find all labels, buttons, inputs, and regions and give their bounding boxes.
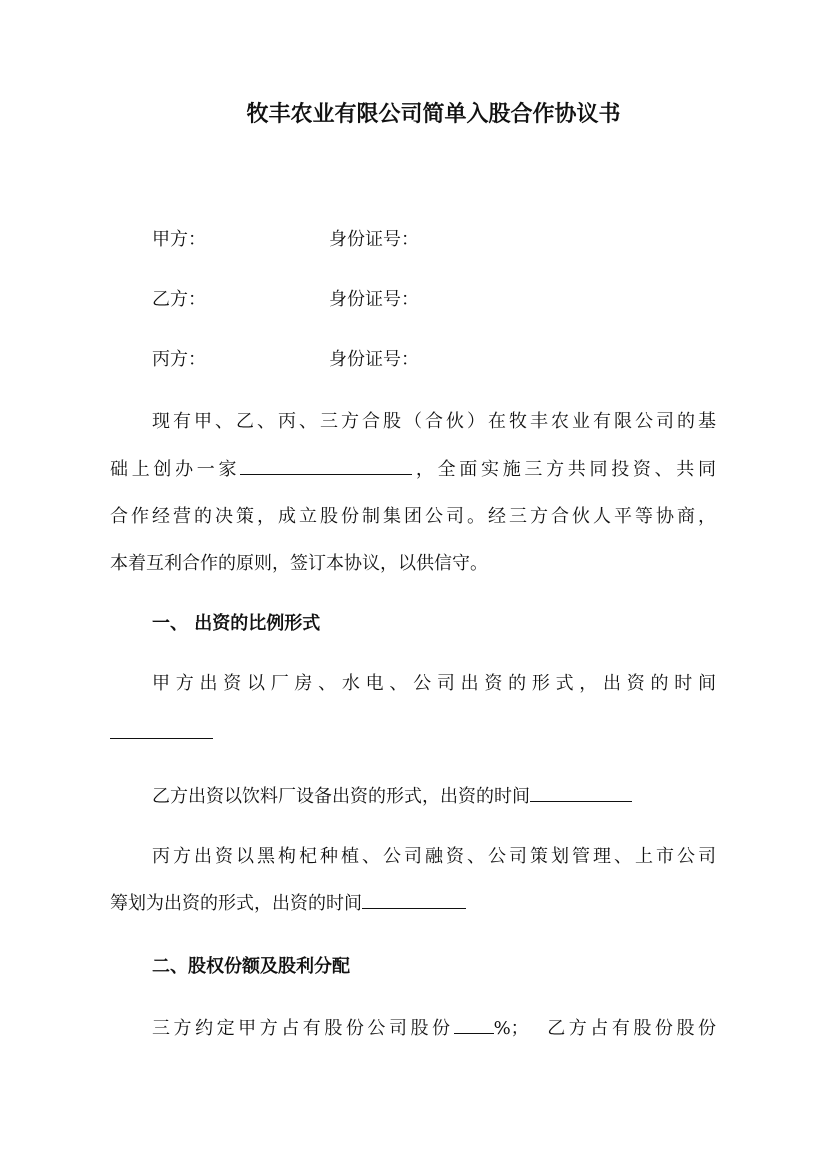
party-c-row xyxy=(152,346,419,374)
party-b-row xyxy=(152,286,419,314)
party-c-time-blank xyxy=(362,890,466,909)
intro-line-2-end: ，全面实施三方共同投资、共同 xyxy=(412,459,717,480)
party-c-id-label: 身份证号： xyxy=(329,349,419,370)
section-2-para-a-end: 乙方占有股份股份 xyxy=(528,1018,716,1039)
section-1-para-a: 甲方出资以厂房、水电、公司出资的形式，出资的时间 xyxy=(152,673,716,694)
section-2-para-a xyxy=(110,1015,716,1043)
section-1-para-b-text: 乙方出资以饮料厂设备出资的形式，出资的时间 xyxy=(152,786,530,807)
section-1-para-a-blank-line xyxy=(110,720,716,748)
section-1-heading: 一、 出资的比例形式 xyxy=(152,613,321,634)
section-1-para-b xyxy=(110,783,716,811)
intro-line-2 xyxy=(110,456,716,484)
section-2-heading: 二、股权份额及股利分配 xyxy=(152,956,350,977)
party-a-label: 甲方： xyxy=(152,229,206,250)
party-a-share-blank xyxy=(454,1015,494,1034)
section-1-para-c-line-1: 丙方出资以黑枸杞种植、公司融资、公司策划管理、上市公司 xyxy=(152,846,716,867)
section-2-para-a-start: 三方约定甲方占有股份公司股份 xyxy=(152,1018,454,1039)
party-a-time-blank xyxy=(110,720,213,739)
party-b-id-label: 身份证号： xyxy=(329,289,419,310)
document-title: 牧丰农业有限公司简单入股合作协议书 xyxy=(246,101,621,127)
company-name-blank xyxy=(240,456,412,475)
party-a-row xyxy=(152,226,419,254)
intro-line-2-start: 础上创办一家 xyxy=(110,459,241,480)
intro-line-1: 现有甲、乙、丙、三方合股（合伙）在牧丰农业有限公司的基 xyxy=(152,411,716,432)
party-b-label: 乙方： xyxy=(152,289,206,310)
section-1-para-c-text: 筹划为出资的形式，出资的时间 xyxy=(110,893,362,914)
intro-line-4: 本着互利合作的原则，签订本协议，以供信守。 xyxy=(110,553,488,574)
party-b-time-blank xyxy=(530,783,632,802)
section-1-para-c-line-2 xyxy=(110,890,716,918)
section-2-percent: %； xyxy=(493,1018,529,1039)
intro-line-3: 合作经营的决策，成立股份制集团公司。经三方合伙人平等协商， xyxy=(110,506,716,527)
party-a-id-label: 身份证号： xyxy=(329,229,419,250)
party-c-label: 丙方： xyxy=(152,349,206,370)
